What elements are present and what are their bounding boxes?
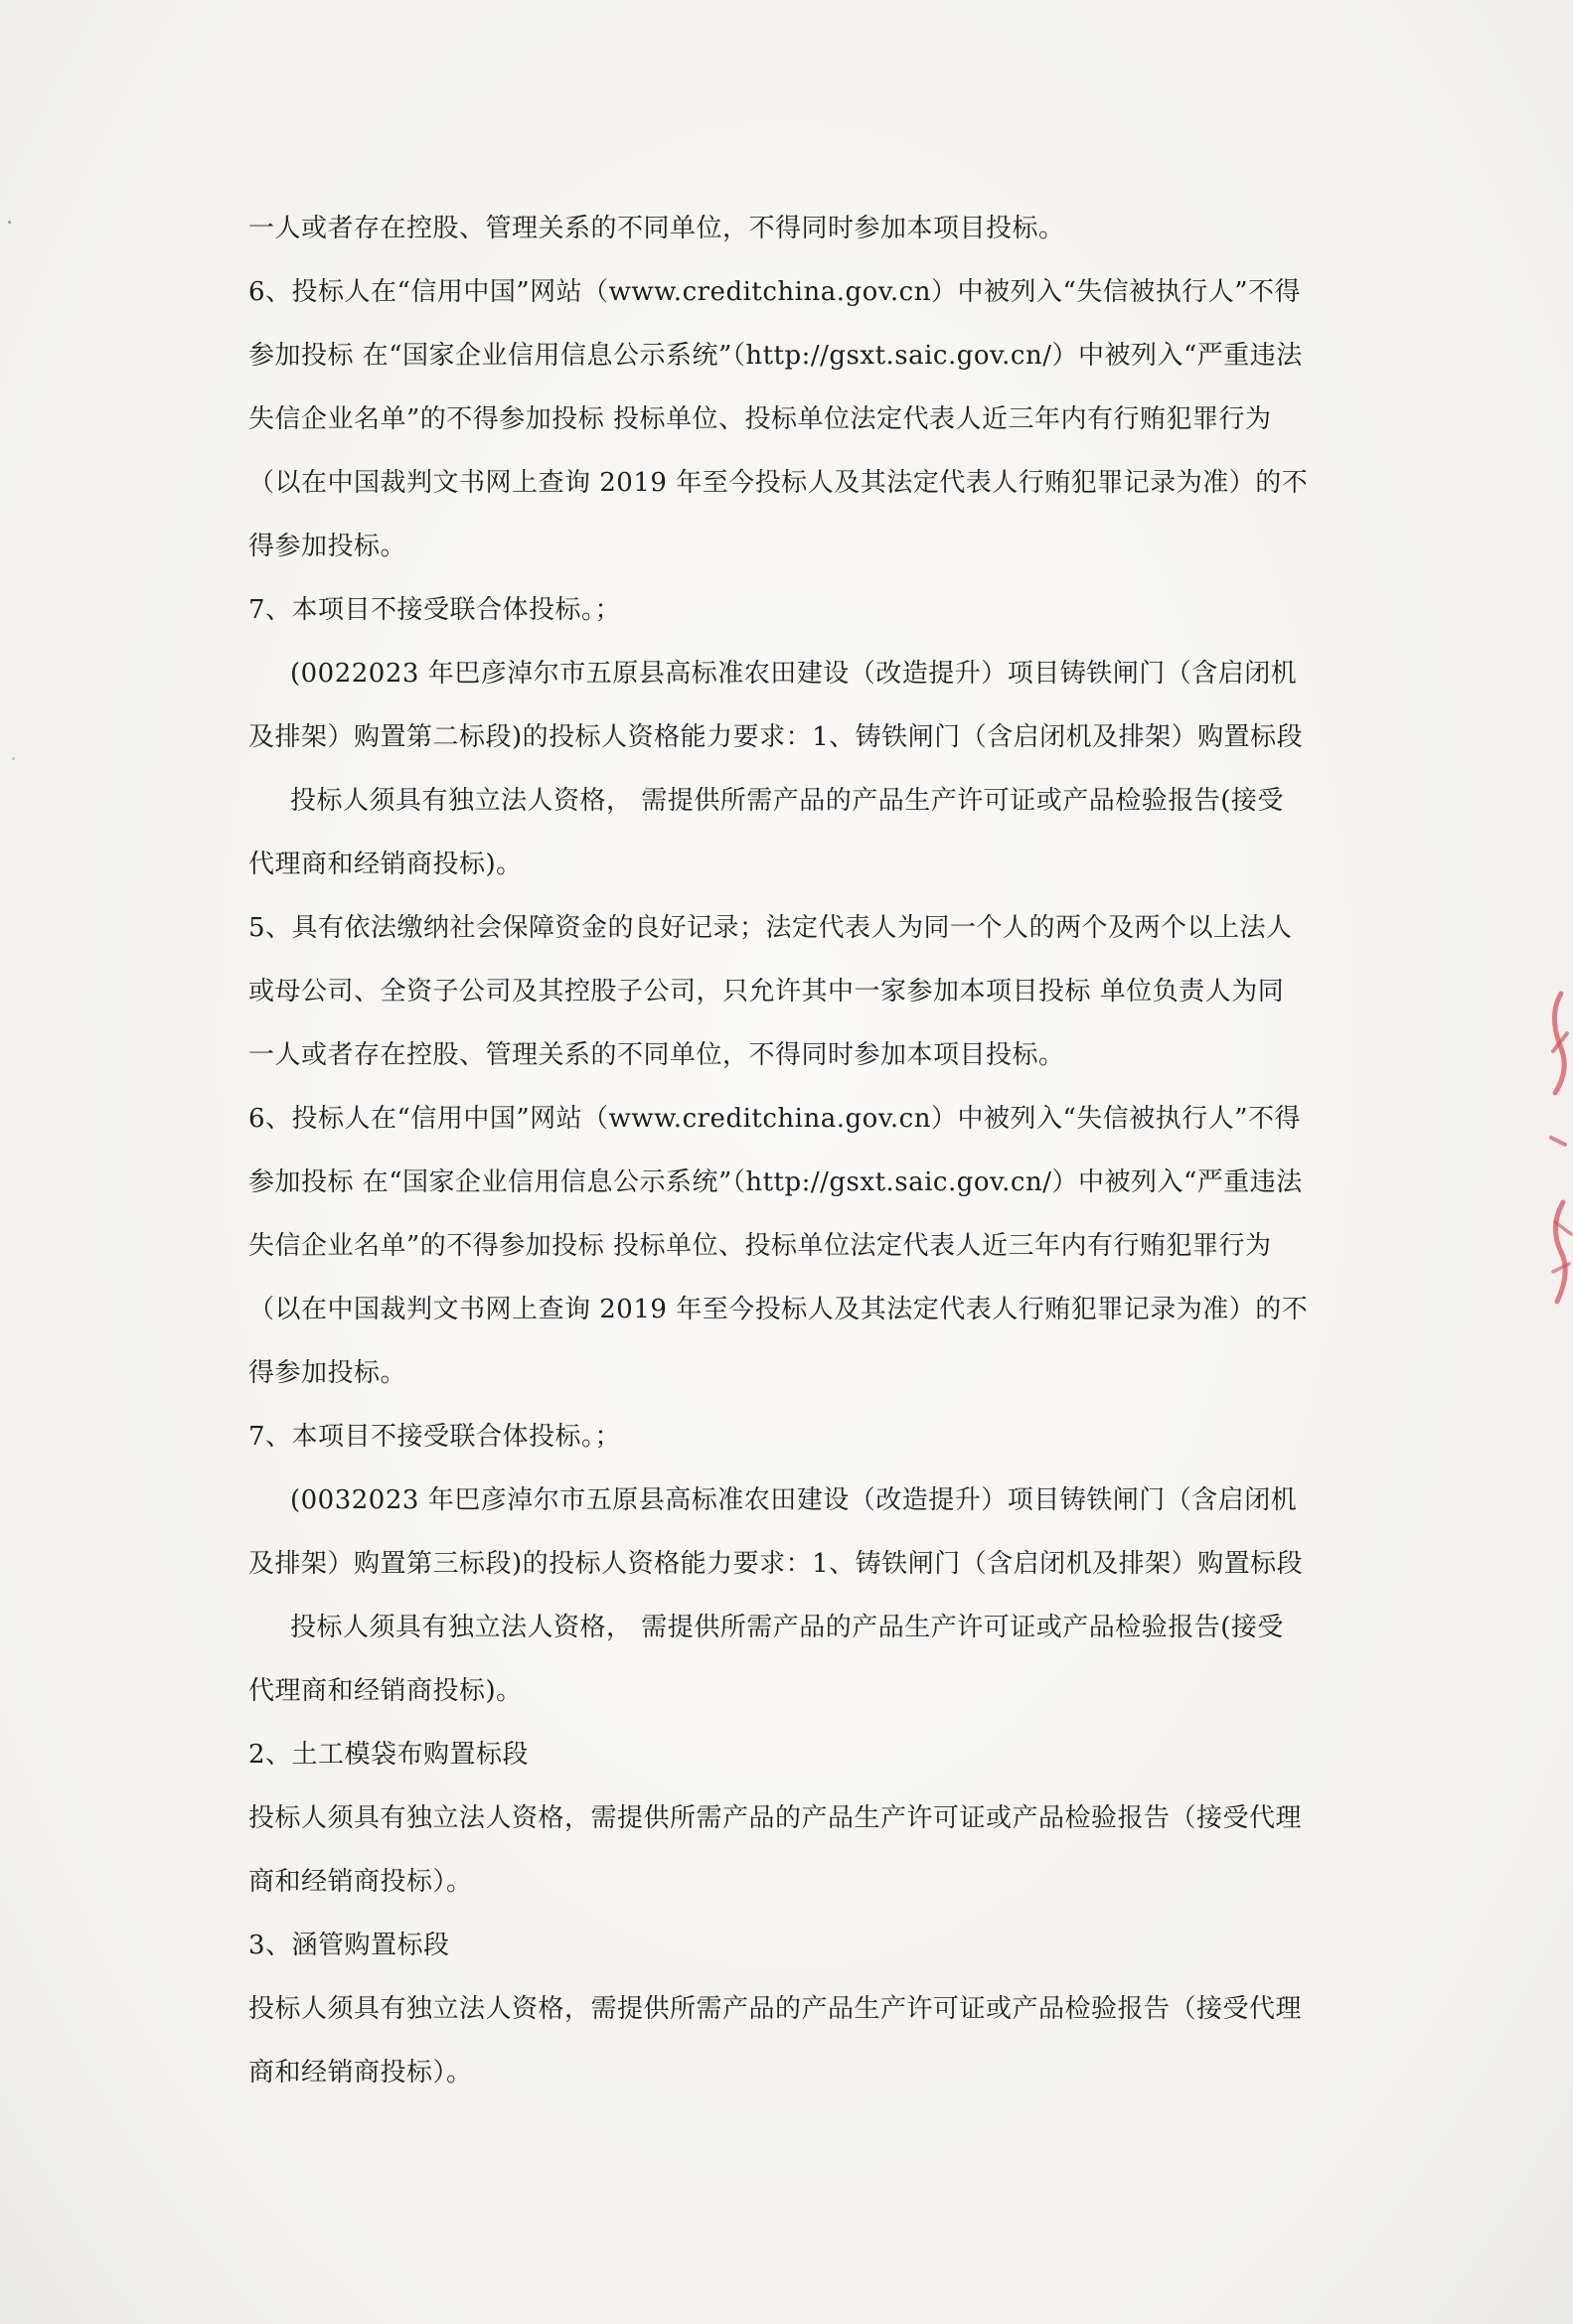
text-line: （以在中国裁判文书网上查询 2019 年至今投标人及其法定代表人行贿犯罪记录为准）的不 bbox=[248, 468, 1309, 498]
text-line: 失信企业名单”的不得参加投标 投标单位、投标单位法定代表人近三年内有行贿犯罪行为 bbox=[248, 1231, 1272, 1261]
text-line: 得参加投标。 bbox=[248, 532, 407, 561]
text-line: 参加投标 在“国家企业信用信息公示系统”（http://gsxt.saic.gov.cn/）中被列入“严重违法 bbox=[248, 341, 1303, 371]
text-line: 一人或者存在控股、管理关系的不同单位，不得同时参加本项目投标。 bbox=[248, 1040, 1065, 1070]
seal-stamp-edge bbox=[1531, 974, 1573, 1351]
scan-speck bbox=[12, 757, 15, 760]
text-line: 一人或者存在控股、管理关系的不同单位，不得同时参加本项目投标。 bbox=[248, 214, 1065, 243]
text-line: (0022023 年巴彦淖尔市五原县高标准农田建设（改造提升）项目铸铁闸门（含启闭机 bbox=[290, 659, 1298, 689]
text-line: 3、涵管购置标段 bbox=[248, 1931, 450, 1960]
text-line: 7、本项目不接受联合体投标。； bbox=[248, 1422, 622, 1452]
text-line: （以在中国裁判文书网上查询 2019 年至今投标人及其法定代表人行贿犯罪记录为准）的不 bbox=[248, 1295, 1309, 1324]
text-line: 失信企业名单”的不得参加投标 投标单位、投标单位法定代表人近三年内有行贿犯罪行为 bbox=[248, 404, 1272, 434]
text-line: 商和经销商投标）。 bbox=[248, 1867, 473, 1897]
text-line: 7、本项目不接受联合体投标。； bbox=[248, 595, 622, 625]
text-line: 5、具有依法缴纳社会保障资金的良好记录；法定代表人为同一个人的两个及两个以上法人 bbox=[248, 913, 1293, 943]
text-line: 6、投标人在“信用中国”网站（www.creditchina.gov.cn）中被列入“失信被执行人”不得 bbox=[248, 277, 1302, 307]
text-line: 投标人须具有独立法人资格， 需提供所需产品的产品生产许可证或产品检验报告(接受 bbox=[290, 786, 1284, 816]
text-line: 参加投标 在“国家企业信用信息公示系统”（http://gsxt.saic.gov.cn/）中被列入“严重违法 bbox=[248, 1167, 1303, 1197]
text-line: 投标人须具有独立法人资格，需提供所需产品的产品生产许可证或产品检验报告（接受代理 bbox=[248, 1803, 1303, 1833]
text-line: 得参加投标。 bbox=[248, 1358, 407, 1388]
scan-speck bbox=[8, 221, 11, 224]
text-line: 及排架）购置第三标段)的投标人资格能力要求：1、铸铁闸门（含启闭机及排架）购置标段 bbox=[248, 1549, 1304, 1579]
text-line: 或母公司、全资子公司及其控股子公司，只允许其中一家参加本项目投标 单位负责人为同 bbox=[248, 977, 1285, 1007]
text-line: 投标人须具有独立法人资格， 需提供所需产品的产品生产许可证或产品检验报告(接受 bbox=[290, 1613, 1284, 1642]
text-line: 代理商和经销商投标)。 bbox=[248, 850, 523, 879]
text-line: 及排架）购置第二标段)的投标人资格能力要求：1、铸铁闸门（含启闭机及排架）购置标段 bbox=[248, 722, 1304, 752]
text-line: 商和经销商投标）。 bbox=[248, 2058, 473, 2088]
text-line: 6、投标人在“信用中国”网站（www.creditchina.gov.cn）中被列入“失信被执行人”不得 bbox=[248, 1104, 1302, 1134]
text-line: 投标人须具有独立法人资格，需提供所需产品的产品生产许可证或产品检验报告（接受代理 bbox=[248, 1994, 1303, 2024]
text-line: (0032023 年巴彦淖尔市五原县高标准农田建设（改造提升）项目铸铁闸门（含启闭机 bbox=[290, 1485, 1298, 1515]
text-line: 2、土工模袋布购置标段 bbox=[248, 1740, 530, 1770]
text-line: 代理商和经销商投标)。 bbox=[248, 1676, 523, 1706]
